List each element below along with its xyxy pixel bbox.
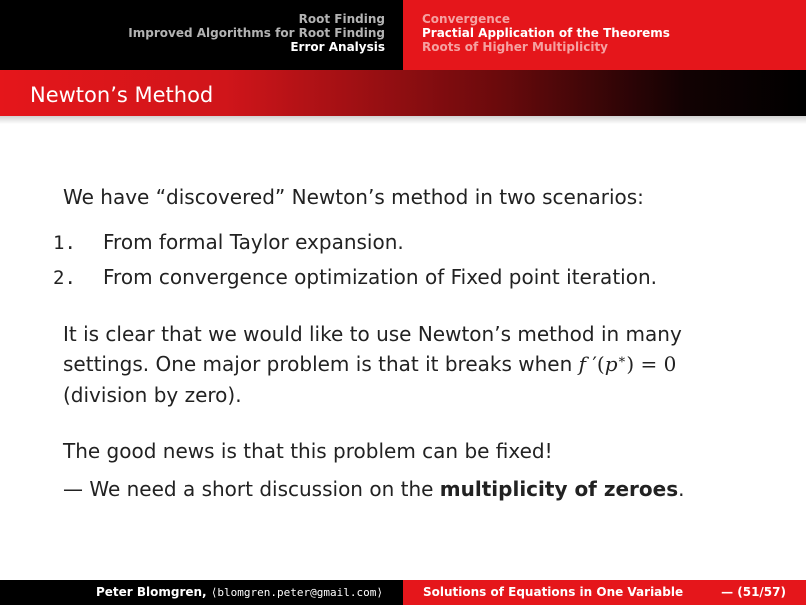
list-item — [53, 265, 657, 290]
paragraph-line — [63, 477, 685, 501]
paragraph-text: settings. One major problem is that it breaks when — [63, 352, 579, 376]
navigation-bar — [0, 0, 806, 70]
author-email: ⟨blomgren.peter@gmail.com⟩ — [210, 586, 383, 599]
nav-section-error-analysis[interactable]: Error Analysis — [290, 40, 385, 54]
frame-title: Newton’s Method — [30, 83, 214, 107]
paragraph-text: . — [678, 477, 685, 501]
nav-section-root-finding[interactable]: Root Finding — [298, 12, 385, 26]
list-item — [53, 230, 404, 255]
paragraph-line: It is clear that we would like to use Newton’s method in many — [63, 322, 682, 346]
list-number: 2. — [53, 267, 76, 289]
title-bar-shadow — [0, 116, 806, 124]
list-text: From convergence optimization of Fixed point iteration. — [103, 265, 657, 289]
paragraph-line: The good news is that this problem can be fixed! — [63, 439, 553, 463]
subsection-navigation — [403, 0, 806, 70]
intro-text: We have “discovered” Newton’s method in two scenarios: — [63, 185, 644, 209]
list-text: From formal Taylor expansion. — [103, 230, 404, 254]
nav-subsection-higher-multiplicity[interactable]: Roots of Higher Multiplicity — [422, 40, 608, 54]
math-formula: f ′(p∗) = 0 — [578, 352, 677, 376]
list-number: 1. — [53, 232, 76, 254]
author-name: Peter Blomgren, — [95, 585, 207, 599]
footer-info — [403, 580, 806, 605]
emphasis-text: multiplicity of zeroes — [439, 477, 679, 501]
paragraph-text: — We need a short discussion on the — [63, 477, 440, 501]
paragraph-line — [63, 352, 676, 376]
presentation-title: Solutions of Equations in One Variable — [423, 585, 684, 599]
page-number: — (51/57) — [721, 585, 786, 599]
paragraph-line: (division by zero). — [63, 383, 242, 407]
footer — [0, 580, 806, 605]
nav-subsection-convergence[interactable]: Convergence — [422, 12, 510, 26]
footer-author — [0, 580, 403, 605]
nav-subsection-practical-application[interactable]: Practial Application of the Theorems — [422, 26, 670, 40]
nav-section-improved-algorithms[interactable]: Improved Algorithms for Root Finding — [128, 26, 385, 40]
section-navigation — [0, 0, 403, 70]
